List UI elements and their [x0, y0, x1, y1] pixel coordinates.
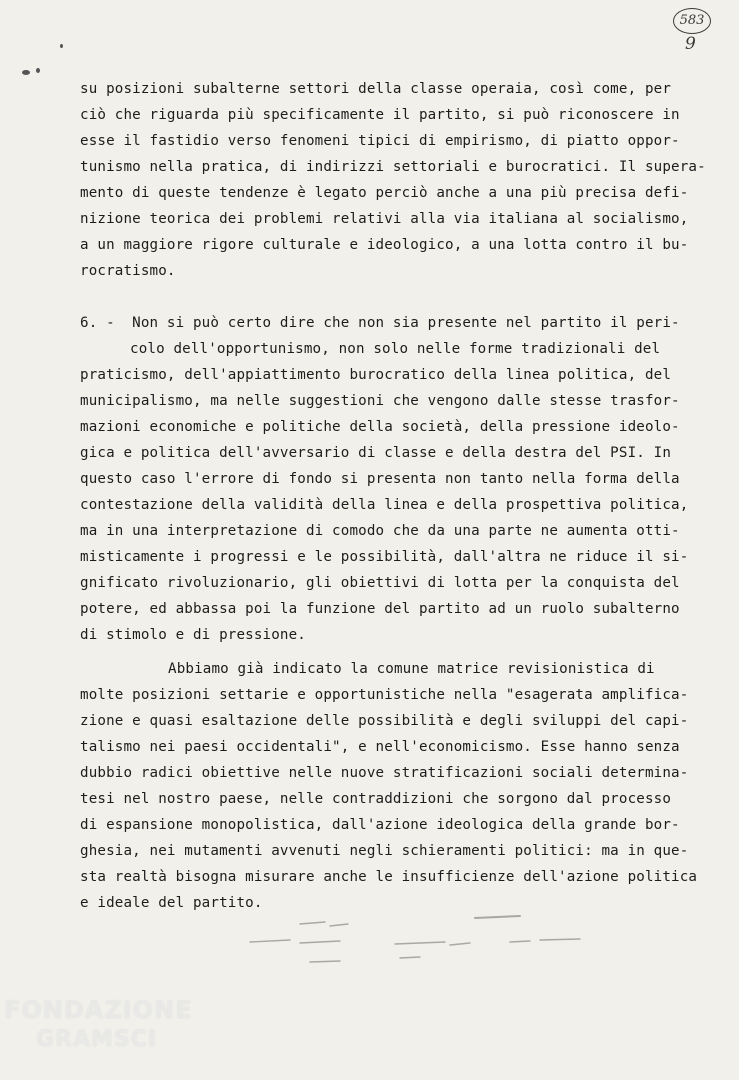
text-line: praticismo, dell'appiattimento burocratico della linea politica, del: [80, 367, 672, 383]
text-line: talismo nei paesi occidentali", e nell'economicismo. Esse hanno senza: [80, 739, 680, 755]
text-line: ghesia, nei mutamenti avvenuti negli schieramenti politici: ma in que-: [80, 843, 689, 859]
text-line: molte posizioni settarie e opportunistiche nella "esagerata amplifica-: [80, 687, 689, 703]
text-line: tunismo nella pratica, di indirizzi settoriali e burocratici. Il supera-: [80, 159, 706, 175]
text-line: mento di queste tendenze è legato perciò anche a una più precisa defi-: [80, 185, 689, 201]
handwritten-sheet-number: 9: [685, 34, 696, 54]
fondazione-gramsci-watermark: [4, 995, 193, 1055]
text-line: esse il fastidio verso fenomeni tipici di empirismo, di piatto oppor-: [80, 133, 680, 149]
ink-speck: [22, 70, 30, 75]
circled-page-number: 583: [673, 8, 711, 34]
paragraph-first-line: Abbiamo già indicato la comune matrice revisionistica di: [168, 661, 655, 677]
text-line: mazioni economiche e politiche della società, della pressione ideolo-: [80, 419, 680, 435]
text-line: zione e quasi esaltazione delle possibilità e degli sviluppi del capi-: [80, 713, 689, 729]
text-line: gnificato rivoluzionario, gli obiettivi di lotta per la conquista del: [80, 575, 680, 591]
text-line: rocratismo.: [80, 263, 176, 279]
watermark-line-1: FONDAZIONE: [4, 996, 193, 1024]
text-line: gica e politica dell'avversario di classe e della destra del PSI. In: [80, 445, 672, 461]
text-line: e ideale del partito.: [80, 895, 263, 911]
text-line: dubbio radici obiettive nelle nuove stratificazioni sociali determina-: [80, 765, 689, 781]
text-line: colo dell'opportunismo, non solo nelle forme tradizionali del: [130, 341, 661, 357]
text-line: di espansione monopolistica, dall'azione ideologica della grande bor-: [80, 817, 680, 833]
ink-speck: [60, 44, 63, 48]
ink-smudge: [230, 912, 610, 972]
text-line: nizione teorica dei problemi relativi alla via italiana al socialismo,: [80, 211, 689, 227]
ink-speck: [36, 68, 40, 73]
text-line: ciò che riguarda più specificamente il partito, si può riconoscere in: [80, 107, 680, 123]
text-line: contestazione della validità della linea e della prospettiva politica,: [80, 497, 689, 513]
text-line: municipalismo, ma nelle suggestioni che vengono dalle stesse trasfor-: [80, 393, 680, 409]
text-line: potere, ed abbassa poi la funzione del partito ad un ruolo subalterno: [80, 601, 680, 617]
text-line: tesi nel nostro paese, nelle contraddizioni che sorgono dal processo: [80, 791, 672, 807]
section-heading-line: 6. - Non si può certo dire che non sia presente nel partito il peri-: [80, 315, 680, 331]
watermark-line-2: GRAMSCI: [36, 1027, 158, 1052]
text-line: misticamente i progressi e le possibilità, dall'altra ne riduce il si-: [80, 549, 689, 565]
text-line: ma in una interpretazione di comodo che da una parte ne aumenta otti-: [80, 523, 680, 539]
text-line: sta realtà bisogna misurare anche le insufficienze dell'azione politica: [80, 869, 698, 885]
text-line: a un maggiore rigore culturale e ideologico, a una lotta contro il bu-: [80, 237, 689, 253]
text-line: di stimolo e di pressione.: [80, 627, 306, 643]
page-number-annotation: [673, 8, 713, 54]
text-line: questo caso l'errore di fondo si presenta non tanto nella forma della: [80, 471, 680, 487]
text-line: su posizioni subalterne settori della classe operaia, così come, per: [80, 81, 672, 97]
